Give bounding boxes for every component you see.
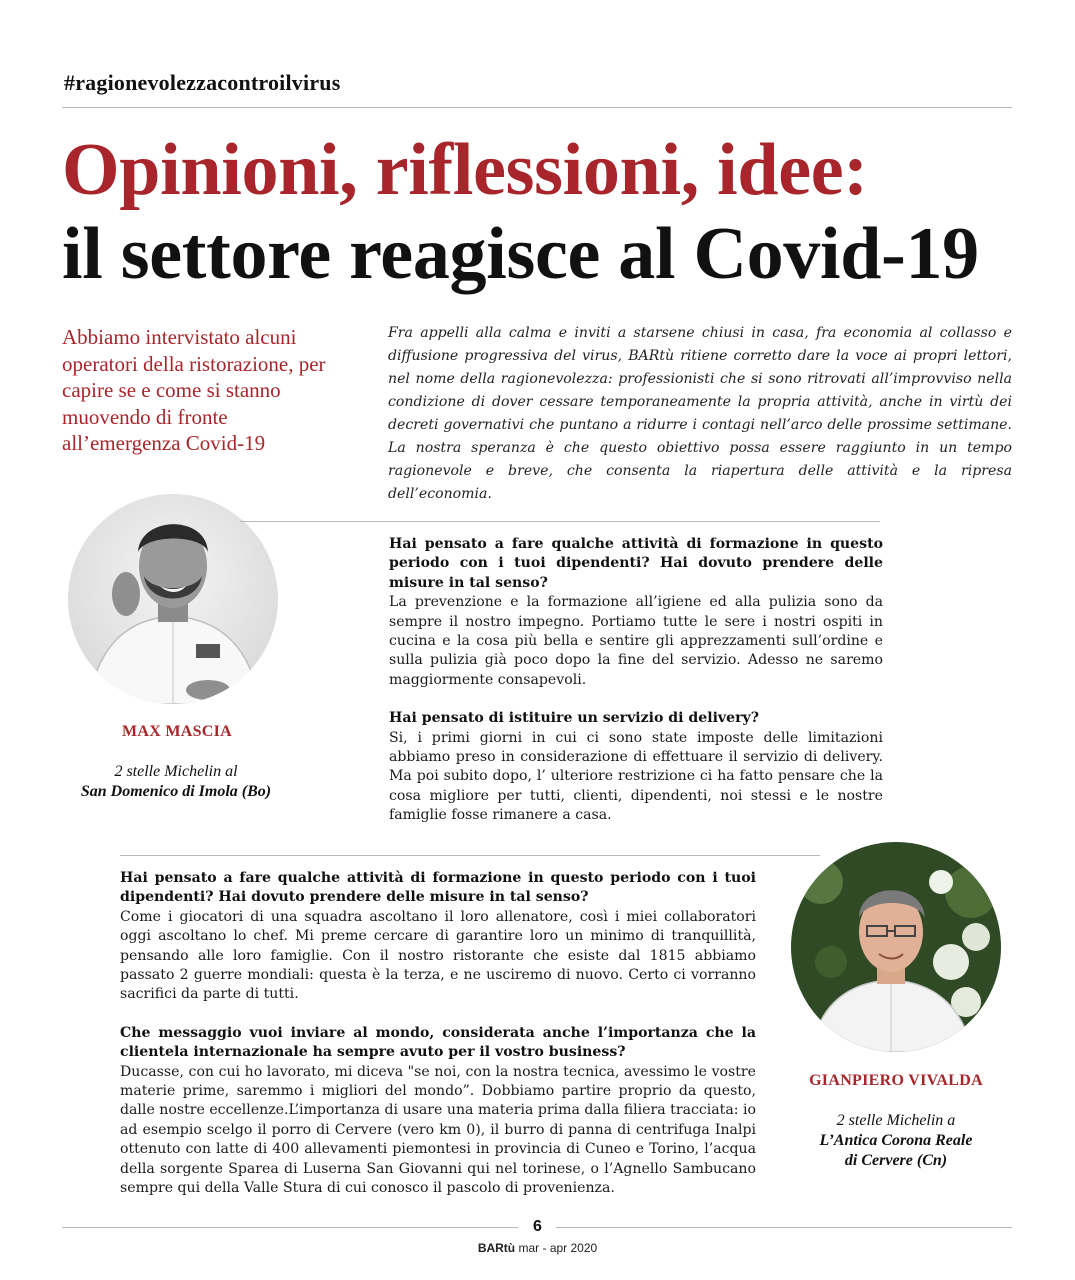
section-hashtag: #ragionevolezzacontroilvirus: [64, 70, 341, 95]
answer: Si, i primi giorni in cui ci sono state imposte delle limitazioni abbiamo preso in considerazione di effettuare il servizio di delivery. Ma poi subito dopo, l’ ulteriore restrizione ci ha fatto pensare che la cosa migliore per tutti, clienti, dipendenti, noi stessi e le nostre famiglie fosse rimanere a casa.: [389, 729, 883, 824]
caption-line2: [56, 782, 296, 802]
interview2-qa: [120, 869, 756, 1218]
restaurant-name: L’Antica Corona Reale: [819, 1132, 973, 1149]
lead-text: Abbiamo intervistato alcuni operatori della ristorazione, per capire se e come si stanno muovendo di fronte all’emergenza Covid-19: [62, 325, 326, 455]
chef-portrait-image: [68, 494, 278, 704]
footer-masthead: [0, 1241, 1075, 1255]
restaurant-name: San Domenico di Imola (Bo): [80, 783, 272, 800]
chef-photo-max-mascia: [68, 494, 278, 704]
issue-date: mar - apr 2020: [518, 1241, 598, 1255]
headline-line1: Opinioni, riflessioni, idee:: [62, 129, 868, 211]
chef-caption-gianpiero-vivalda: [776, 1111, 1016, 1171]
chef-name-gianpiero-vivalda: GIANPIERO VIVALDA: [809, 1072, 983, 1089]
interview1-qa: [389, 535, 883, 845]
question: Hai pensato a fare qualche attività di formazione in questo periodo con i tuoi dipendenti? Hai dovuto prendere delle misure in tal senso?: [389, 536, 883, 591]
question: Hai pensato a fare qualche attività di formazione in questo periodo con i tuoi dipendenti? Hai dovuto prendere delle misure in tal senso?: [120, 870, 756, 906]
answer: Ducasse, con cui ho lavorato, mi diceva "se noi, con la nostra tecnica, avessimo le vostre materie prime, saremmo i migliori del mondo”. Dobbiamo partire proprio da questo, dalle nostre eccellenze.L’importanza di usare una materia prima dalla filiera tracciata: io ad esempio scelgo il porro di Cervere (vero km 0), il burro di panna di centrifuga Inalpi ottenuto con latte di 400 allevamenti piemontesi in provincia di Cuneo e Torino, l’acqua della sorgente Sparea di Luserna San Giovanni qui nel torinese, o l’Agnello Sambucano sempre qui della Valle Stura di cui conosco il pascolo di provenienza.: [120, 1063, 756, 1197]
header-divider: [62, 107, 1012, 108]
magazine-name: BARtù: [477, 1241, 516, 1255]
chef-name-max-mascia: MAX MASCIA: [121, 723, 233, 740]
interview1-divider: [240, 521, 880, 522]
answer: Come i giocatori di una squadra ascoltano il loro allenatore, così i miei collaboratori oggi ascoltano lo chef. Mi preme cercare di garantire loro un minimo di tranquillità, pensando alle loro famiglie. Con il nostro ristorante che esiste dal 1815 abbiamo passato 2 guerre mondiali: questa è la terza, e ne usciremo di nuovo. Certo ci vorranno sacrifici da parte di tutti.: [120, 908, 756, 1003]
caption-line2: [776, 1131, 1016, 1151]
chef-photo-gianpiero-vivalda: [791, 842, 1001, 1052]
answer: La prevenzione e la formazione all’igiene ed alla pulizia sono da sempre il nostro impegno. Portiamo tutte le sere i nostri ospiti in cucina e la cosa più bella e sentire gli apprezzamenti sull’ordine e sulla pulizia già poco dopo la fine del servizio. Adesso ne saremo maggiormente consapevoli.: [389, 594, 883, 688]
question: Che messaggio vuoi inviare al mondo, considerata anche l’importanza che la clientela internazionale ha sempre avuto per il vostro business?: [120, 1024, 756, 1061]
chef-caption-max-mascia: [56, 762, 296, 802]
caption-line3: [776, 1151, 1016, 1171]
headline-line2: il settore reagisce al Covid-19: [62, 213, 979, 295]
restaurant-location: di Cervere (Cn): [844, 1152, 948, 1169]
caption-line1: 2 stelle Michelin a: [836, 1112, 956, 1129]
question: Hai pensato di istituire un servizio di delivery?: [389, 710, 759, 727]
interview2-divider: [120, 855, 820, 856]
intro-text: Fra appelli alla calma e inviti a starsene chiusi in casa, fra economia al collasso e diffusione progressiva del virus, BARtù ritiene corretto dare la voce ai propri lettori, nel nome della ragionevolezza: professionisti che si sono ritrovati all’improvviso nella condizione di dover cessare temporaneamente la propria attività, anche in virtù dei decreti governativi che puntano a ridurre i contagi nell’arco delle prossime settimane. La nostra speranza è che questo obiettivo possa essere raggiunto in un tempo ragionevole e breve, che consenta la riapertura delle attività e la ripresa dell’economia.: [388, 325, 1012, 502]
caption-line1: 2 stelle Michelin al: [114, 763, 238, 780]
chef-portrait-image: [791, 842, 1001, 1052]
page-number: 6: [533, 1218, 542, 1235]
